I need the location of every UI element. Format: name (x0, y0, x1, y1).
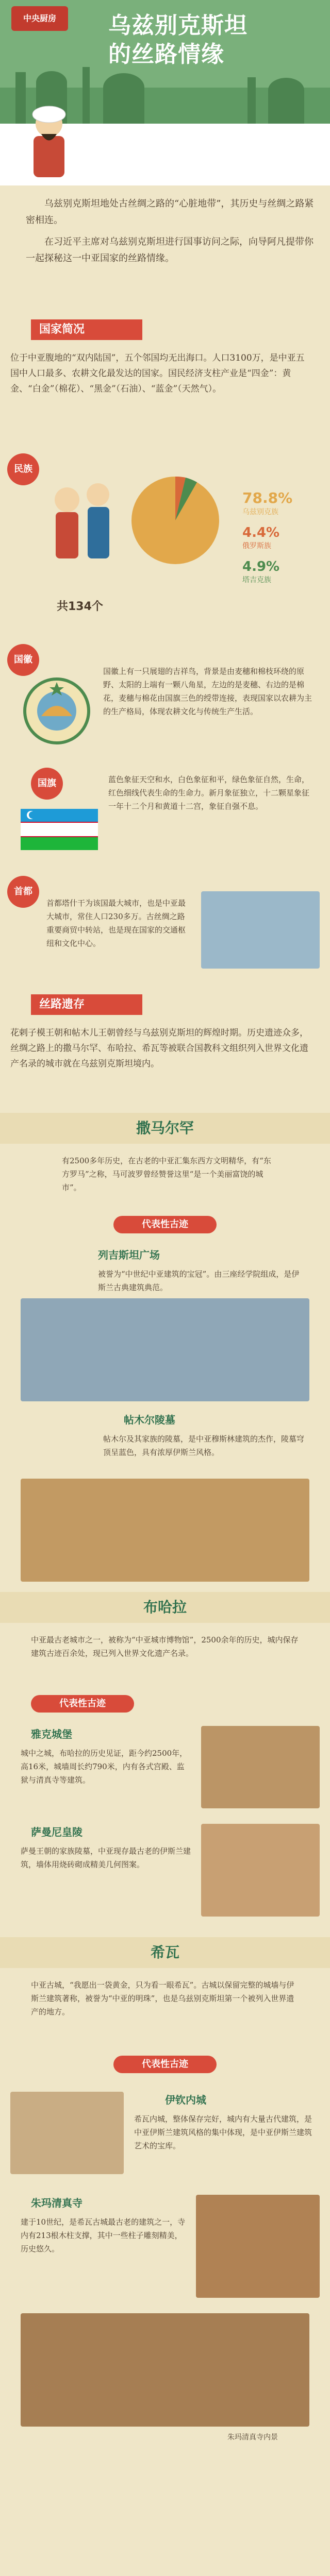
capital-text: 首都塔什干为该国最大城市，也是中亚最大城市，常住人口230多万。古丝绸之路重要商贸中转站，也是现在国家的交通枢纽和文化中心。 (46, 899, 186, 948)
bukhara-site-1-text: 城中之城，布哈拉的历史见证，距今约2500年，高16米，城墙周长约790米，内有各式宫殿、监狱与清真寺等建筑。 (21, 1749, 188, 1785)
capital-tag: 首都 (7, 876, 39, 908)
ethnic-tag: 民族 (7, 453, 39, 485)
silk-paragraph: 花剌子模王朝和帖木儿王朝曾经与乌兹别克斯坦的辉煌时期。历史遗迹众多，丝绸之路上的撒马尔罕、布哈拉、希瓦等被联合国教科文组织列入世界文化遗产名录的城市就在乌兹别克斯坦境内。 (10, 1028, 308, 1069)
intro-paragraph-2: 在习近平主席对乌兹别克斯坦进行国事访问之际，向导阿凡提带你一起探秘这一中亚国家的丝路情缘。 (26, 236, 314, 264)
bukhara-site-2-text: 萨曼王朝的家族陵墓，中亚现存最古老的伊斯兰建筑，墙体用烧砖砌成精美几何图案。 (21, 1846, 191, 1869)
ethnic-item-2-pct: 4.4% (242, 525, 280, 540)
ethnic-item-2-name: 俄罗斯族 (242, 542, 271, 550)
country-overview-text: 位于中亚腹地的“双内陆国”，五个邻国均无出海口。人口3100万，是中亚五国中人口最多、农耕文化最发达的国家。国民经济支柱产业是“四金”：黄金、“白金”（棉花）、“黑金”（石油）、“蓝金”（天然气）。 (10, 353, 305, 394)
intro-paragraph-1: 乌兹别克斯坦地处古丝绸之路的“心脏地带”，其历史与丝绸之路紧密相连。 (26, 198, 314, 226)
ethnic-item-3 (242, 559, 325, 585)
khiva-site-1-photo (10, 2092, 124, 2174)
bukhara-site-2-photo (201, 1824, 320, 1917)
page-title (108, 11, 248, 69)
samarkand-title: 撒马尔罕 (136, 1120, 194, 1137)
samarkand-site-1-text: 被誉为“中世纪中亚建筑的宝冠”。由三座经学院组成，是伊斯兰古典建筑典范。 (98, 1269, 300, 1292)
khiva-site-1-text: 希瓦内城，整体保存完好，城内有大量古代建筑，是中亚伊斯兰建筑风格的集中体现，是中亚伊斯兰建筑艺术的宝库。 (134, 2114, 312, 2150)
bukhara-site-1-name: 雅克城堡 (31, 1728, 72, 1740)
emblem-tag: 国徽 (7, 644, 39, 676)
bukhara-site-1-photo (201, 1726, 320, 1808)
ethnic-item-2 (242, 525, 325, 551)
khiva-site-2-photo (196, 2195, 320, 2298)
desert-illustration (0, 2452, 330, 2576)
ethnic-item-1 (242, 489, 325, 517)
header-logo: 中央厨房 (11, 6, 68, 31)
flag-tag: 国旗 (31, 768, 63, 800)
samarkand-site-2-photo (21, 1479, 309, 1582)
samarkand-site-2-text: 帖木尔及其家族的陵墓，是中亚穆斯林建筑的杰作，陵墓穹顶呈蓝色，具有浓厚伊斯兰风格。 (103, 1434, 305, 1457)
ethnic-item-1-pct: 78.8% (242, 489, 293, 506)
title-line-1: 乌兹别克斯坦 (108, 12, 248, 39)
khiva-photo-caption: 朱玛清真寺内景 (227, 2433, 278, 2442)
ethnic-item-3-pct: 4.9% (242, 559, 280, 574)
khiva-title: 希瓦 (150, 1944, 179, 1961)
ethnic-illustration (46, 464, 242, 598)
afanti-character-illustration (21, 103, 77, 185)
ethnic-legend (242, 489, 325, 585)
national-flag-icon (21, 809, 98, 850)
emblem-text: 国徽上有一只展翅的吉祥鸟，背景是由麦穗和棉枝环绕的原野、太阳的上端有一颗八角星，左边的是麦穗、右边的是棉花，麦穗与棉花由国旗三色的绶带连接，表现国家以农耕为主的生产格局，体现农耕文化与传统生产生活。 (103, 667, 312, 716)
samarkand-site-2-name: 帖木尔陵墓 (124, 1414, 175, 1426)
bukhara-title: 布哈拉 (143, 1599, 187, 1616)
samarkand-intro: 有2500多年历史，在古老的中亚汇集东西方文明精华，有“东方罗马”之称，马可波罗曾经赞誉这里“是一个美丽富饶的城市”。 (62, 1156, 271, 1192)
bukhara-intro: 中亚最古老城市之一，被称为“中亚城市博物馆”，2500余年的历史，城内保存建筑古迹百余处，现已列入世界文化遗产名录。 (31, 1635, 299, 1658)
khiva-rep-heading: 代表性古迹 (113, 2056, 217, 2073)
khiva-site-2-text: 建于10世纪，是希瓦古城最古老的建筑之一，寺内有213根木柱支撑，其中一些柱子雕刻精美，历史悠久。 (21, 2217, 186, 2253)
country-section-heading: 国家简况 (31, 319, 142, 340)
khiva-site-1-name: 伊钦内城 (165, 2094, 206, 2106)
samarkand-rep-heading: 代表性古迹 (113, 1216, 217, 1233)
bukhara-site-2-name: 萨曼尼皇陵 (31, 1826, 82, 1838)
flag-text: 蓝色象征天空和水，白色象征和平，绿色象征自然，生命，红色细线代表生命的生命力。新月象征独立，十二颗星象征一年十二个月和黄道十二宫，象征自强不息。 (108, 775, 310, 811)
capital-photo (201, 891, 320, 969)
khiva-intro: 中亚古城，“我愿出一袋黄金，只为看一眼希瓦”。古城以保留完整的城墙与伊斯兰建筑著称，被誉为“中亚的明珠”，也是乌兹别克斯坦第一个被列入世界遗产的地方。 (31, 1980, 294, 2016)
samarkand-site-1-name: 列吉斯坦广场 (98, 1249, 160, 1261)
silk-section-heading: 丝路遗存 (31, 994, 142, 1015)
ethnic-item-3-name: 塔吉克族 (242, 576, 271, 584)
samarkand-site-1-photo (21, 1298, 309, 1401)
khiva-site-2-name: 朱玛清真寺 (31, 2197, 82, 2209)
ethnic-item-1-name: 乌兹别克族 (242, 508, 278, 516)
ethnic-total: 共134个 (57, 600, 103, 613)
header-banner (0, 0, 330, 185)
intro-text (26, 196, 315, 267)
national-emblem-icon (21, 675, 93, 747)
bukhara-rep-heading: 代表性古迹 (31, 1695, 134, 1713)
title-line-2: 的丝路情缘 (108, 41, 224, 67)
khiva-site-2-interior-photo (21, 2313, 309, 2427)
